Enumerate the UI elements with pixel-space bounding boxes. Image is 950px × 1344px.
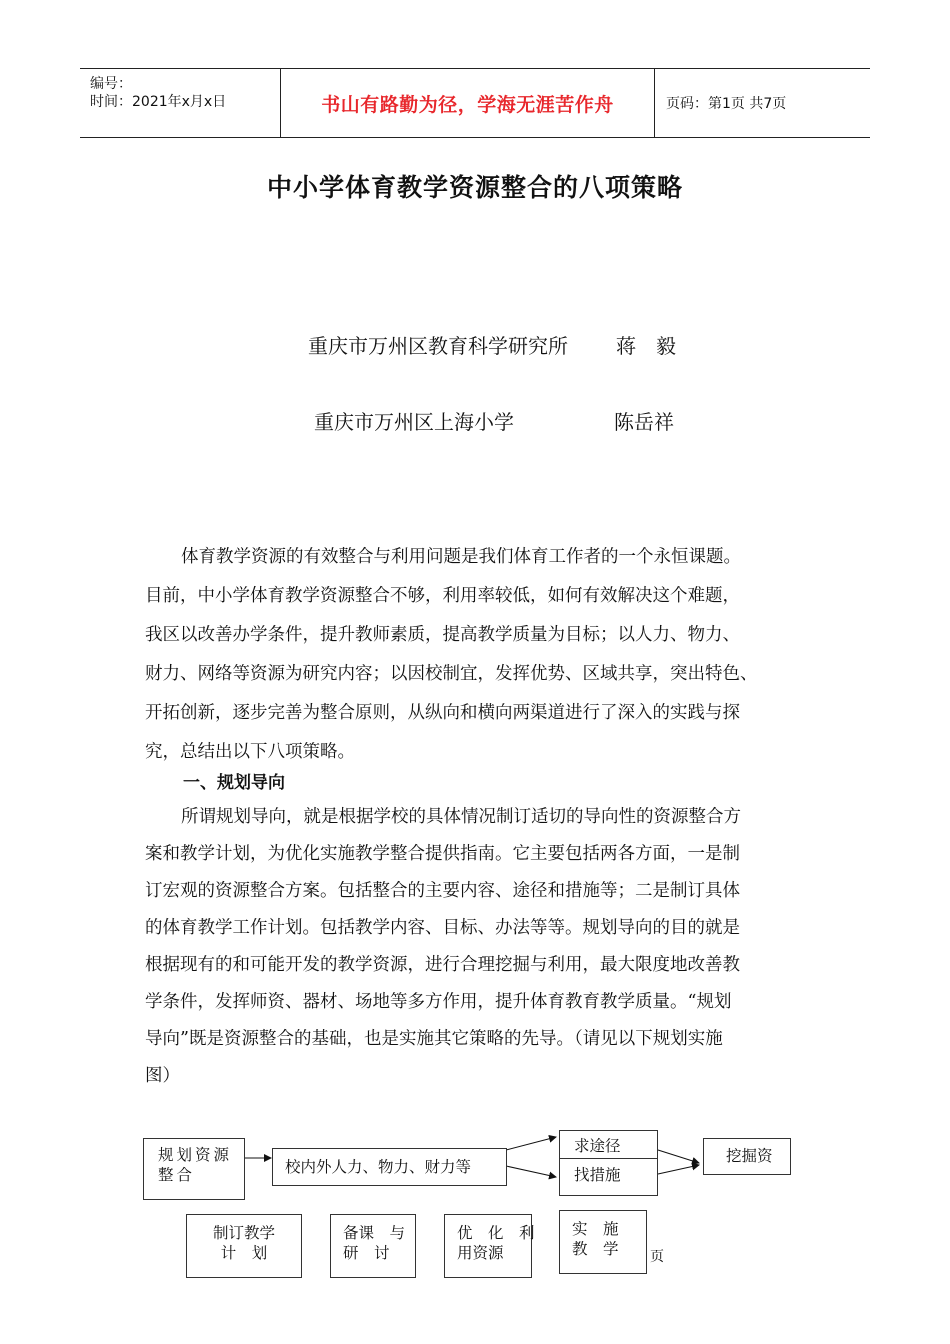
diagram-box-paths	[559, 1130, 658, 1160]
diagram-box-measures	[559, 1158, 658, 1196]
diagram-box-excavate	[703, 1138, 791, 1175]
diagram-box-text: 求途径	[574, 1137, 621, 1155]
section-heading: 一、规划导向	[183, 773, 285, 793]
diagram-box-planning	[143, 1138, 245, 1200]
diagram-box-text: 计 划	[220, 1244, 268, 1262]
intro-line: 我区以改善办学条件，提升教师素质，提高教学质量为目标；以人力、物力、	[145, 625, 740, 645]
author-name-2: 陈岳祥	[614, 410, 674, 434]
intro-line: 财力、网络等资源为研究内容；以因校制宜，发挥优势、区域共享，突出特色、	[145, 664, 758, 684]
intro-line: 究，总结出以下八项策略。	[145, 742, 355, 762]
number-label: 编号：	[90, 76, 132, 92]
diagram-box-text: 制订教学	[212, 1224, 275, 1242]
diagram-box-text: 教 学	[572, 1240, 619, 1258]
diagram-box-text: 挖掘资	[726, 1147, 773, 1165]
intro-line: 目前，中小学体育教学资源整合不够，利用率较低，如何有效解决这个难题，	[145, 586, 740, 606]
diagram-box-lesson-prep	[330, 1214, 416, 1278]
section-line: 根据现有的和可能开发的教学资源，进行合理挖掘与利用，最大限度地改善教	[145, 955, 740, 975]
section-line: 图）	[145, 1066, 180, 1086]
page-info: 页码：第1页 共7页	[666, 96, 787, 112]
diagram-box-text: 实 施	[572, 1220, 619, 1238]
author-affiliation-1: 重庆市万州区教育科学研究所	[308, 334, 568, 358]
diagram-box-text: 找措施	[574, 1166, 621, 1184]
intro-line: 体育教学资源的有效整合与利用问题是我们体育工作者的一个永恒课题。	[181, 547, 741, 567]
diagram-box-resources	[272, 1148, 507, 1186]
diagram-box-teaching-plan	[186, 1214, 302, 1278]
author-affiliation-2: 重庆市万州区上海小学	[314, 410, 514, 434]
section-line: 导向”既是资源整合的基础，也是实施其它策略的先导。（请见以下规划实施	[145, 1029, 723, 1049]
diagram-box-optimize	[444, 1214, 535, 1278]
intro-line: 开拓创新，逐步完善为整合原则，从纵向和横向两渠道进行了深入的实践与探	[145, 703, 740, 723]
diagram-box-text: 备课 与	[343, 1224, 406, 1242]
footer-page-label: 页	[650, 1249, 664, 1265]
page-title: 中小学体育教学资源整合的八项策略	[266, 173, 683, 202]
diagram-box-text: 优 化 利	[457, 1224, 535, 1242]
diagram-box-text: 规划资源	[158, 1146, 233, 1164]
section-line: 案和教学计划，为优化实施教学整合提供指南。它主要包括两各方面，一是制	[145, 844, 740, 864]
section-line: 所谓规划导向，就是根据学校的具体情况制订适切的导向性的资源整合方	[181, 807, 741, 827]
time-label: 时间：2021年x月x日	[90, 94, 227, 110]
section-line: 学条件，发挥师资、器材、场地等多方作用，提升体育教育教学质量。“规划	[145, 992, 732, 1012]
diagram-box-text: 校内外人力、物力、财力等	[285, 1158, 472, 1176]
diagram-box-implement	[559, 1210, 647, 1274]
diagram-box-text: 整合	[158, 1166, 196, 1184]
diagram-box-text: 用资源	[457, 1244, 504, 1262]
diagram-box-text: 研 讨	[343, 1244, 390, 1262]
author-name-1: 蒋 毅	[616, 334, 676, 358]
section-line: 订宏观的资源整合方案。包括整合的主要内容、途径和措施等；二是制订具体	[145, 881, 740, 901]
motto: 书山有路勤为径，学海无涯苦作舟	[321, 93, 614, 116]
section-line: 的体育教学工作计划。包括教学内容、目标、办法等等。规划导向的目的就是	[145, 918, 740, 938]
